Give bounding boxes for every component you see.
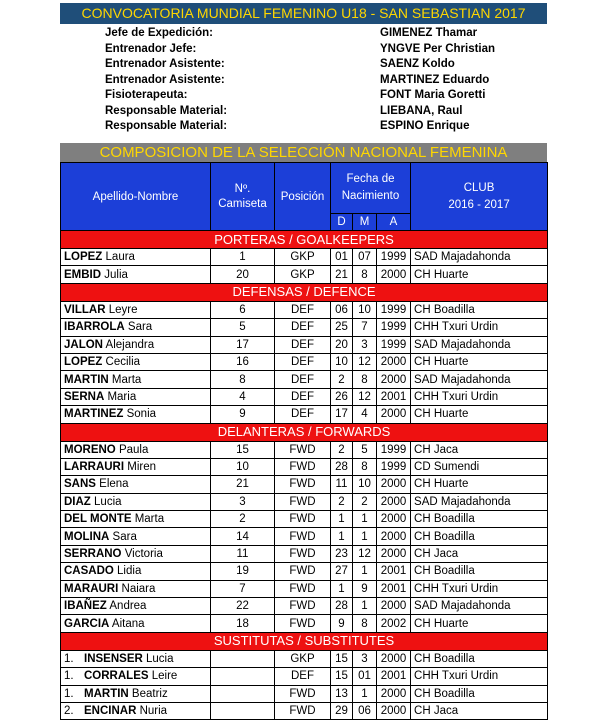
player-surname: LARRAURI [64, 461, 125, 474]
player-surname: INSENSER [84, 653, 143, 665]
player-club: CH Huarte [411, 353, 548, 370]
player-first-name: Julia [101, 268, 128, 281]
birth-month: 06 [353, 702, 377, 719]
birth-month: 7 [353, 319, 377, 336]
player-surname: CORRALES [84, 670, 149, 683]
player-first-name: Lidia [113, 565, 142, 578]
birth-day: 10 [331, 353, 353, 370]
player-surname: CASADO [64, 565, 114, 578]
birth-year: 1999 [377, 319, 411, 336]
birth-month: 10 [353, 301, 377, 318]
player-club: SAD Majadahonda [411, 371, 548, 388]
player-shirt: 16 [211, 353, 275, 370]
birth-day: 1 [331, 580, 353, 597]
player-name [61, 545, 211, 562]
player-position: FWD [275, 511, 331, 528]
player-row [61, 371, 548, 388]
player-club: SAD Majadahonda [411, 249, 548, 266]
player-first-name: Lucia [142, 653, 174, 665]
birth-year: 2000 [377, 511, 411, 528]
player-surname: DIAZ [64, 495, 91, 508]
player-name [61, 249, 211, 266]
player-shirt [211, 702, 275, 719]
player-shirt [211, 685, 275, 702]
staff-row [105, 73, 545, 89]
player-club: CH Huarte [411, 266, 548, 283]
birth-day: 2 [331, 493, 353, 510]
staff-row [105, 88, 545, 104]
player-first-name: Beatriz [128, 687, 168, 700]
player-shirt: 2 [211, 511, 275, 528]
birth-year: 1999 [377, 441, 411, 458]
player-club: CD Sumendi [411, 458, 548, 475]
player-row [61, 598, 548, 615]
birth-day: 28 [331, 598, 353, 615]
player-shirt: 17 [211, 336, 275, 353]
player-name [61, 458, 211, 475]
category-row [61, 283, 548, 301]
player-position: DEF [275, 668, 331, 685]
staff-row [105, 104, 545, 120]
birth-day: 20 [331, 336, 353, 353]
birth-month: 8 [353, 615, 377, 632]
player-shirt: 22 [211, 598, 275, 615]
player-club: CHH Txuri Urdin [411, 668, 548, 685]
player-row [61, 668, 548, 685]
birth-month: 3 [353, 336, 377, 353]
player-surname: IBAÑEZ [64, 600, 107, 613]
player-position: GKP [275, 650, 331, 667]
player-club: CH Boadilla [411, 685, 548, 702]
player-row [61, 441, 548, 458]
category-label: DELANTERAS / FORWARDS [61, 423, 548, 441]
player-club: CH Boadilla [411, 528, 548, 545]
birth-year: 1999 [377, 336, 411, 353]
player-club: CH Boadilla [411, 511, 548, 528]
birth-month: 8 [353, 458, 377, 475]
player-surname: IBARROLA [64, 321, 125, 334]
header-shirt: Nº. Camiseta [211, 163, 275, 231]
staff-role: Responsable Material: [105, 104, 228, 117]
player-row [61, 702, 548, 719]
birth-year: 2000 [377, 685, 411, 702]
player-row [61, 528, 548, 545]
category-row [61, 231, 548, 249]
player-club: SAD Majadahonda [411, 598, 548, 615]
player-name [61, 685, 211, 702]
staff-role: Entrenador Asistente: [105, 73, 225, 86]
player-position: DEF [275, 353, 331, 370]
player-surname: MARTINEZ [64, 408, 124, 421]
staff-row [105, 26, 545, 42]
birth-year: 2000 [377, 545, 411, 562]
player-shirt [211, 668, 275, 685]
birth-day: 13 [331, 685, 353, 702]
birth-month: 1 [353, 511, 377, 528]
player-surname: SERNA [64, 390, 105, 403]
player-row [61, 319, 548, 336]
player-row [61, 563, 548, 580]
birth-year: 1999 [377, 301, 411, 318]
player-surname: LOPEZ [64, 251, 103, 264]
player-name [61, 702, 211, 719]
birth-month: 12 [353, 545, 377, 562]
player-first-name: Sonia [123, 408, 157, 421]
birth-month: 8 [353, 371, 377, 388]
substitute-number: 2. [64, 705, 74, 718]
birth-day: 2 [331, 441, 353, 458]
player-position: DEF [275, 301, 331, 318]
staff-role: Fisioterapeuta: [105, 89, 188, 101]
player-first-name: Lucia [90, 495, 122, 508]
player-row [61, 266, 548, 283]
player-shirt: 3 [211, 493, 275, 510]
birth-month: 9 [353, 580, 377, 597]
birth-day: 2 [331, 371, 353, 388]
player-position: FWD [275, 458, 331, 475]
player-name [61, 598, 211, 615]
player-name [61, 511, 211, 528]
player-first-name: Leyre [105, 303, 138, 316]
birth-year: 2000 [377, 650, 411, 667]
player-shirt: 15 [211, 441, 275, 458]
player-name [61, 650, 211, 667]
player-surname: SANS [64, 478, 96, 491]
player-first-name: Naiara [118, 582, 156, 595]
player-row [61, 249, 548, 266]
substitute-number: 1. [64, 687, 74, 700]
staff-role: Jefe de Expedición: [105, 27, 214, 39]
player-shirt: 5 [211, 319, 275, 336]
player-first-name: Andrea [106, 600, 147, 613]
player-shirt: 11 [211, 545, 275, 562]
staff-role: Entrenador Asistente: [105, 58, 225, 70]
player-position: FWD [275, 493, 331, 510]
player-shirt: 14 [211, 528, 275, 545]
birth-day: 21 [331, 266, 353, 283]
player-club: CH Boadilla [411, 650, 548, 667]
birth-month: 01 [353, 668, 377, 685]
squad-body [61, 231, 548, 720]
staff-name: YNGVE Per Christian [380, 42, 496, 55]
player-club: CH Boadilla [411, 563, 548, 580]
player-first-name: Aitana [109, 617, 145, 630]
birth-day: 17 [331, 406, 353, 423]
player-club: CH Jaca [411, 441, 548, 458]
birth-day: 9 [331, 615, 353, 632]
birth-year: 2000 [377, 598, 411, 615]
player-row [61, 388, 548, 405]
player-surname: MARAURI [64, 582, 119, 595]
staff-name: FONT Maria Goretti [380, 89, 486, 101]
player-position: DEF [275, 406, 331, 423]
player-name [61, 668, 211, 685]
player-first-name: Alejandra [102, 338, 155, 351]
player-shirt: 20 [211, 266, 275, 283]
player-club: CH Jaca [411, 545, 548, 562]
player-row [61, 458, 548, 475]
birth-year: 1999 [377, 458, 411, 475]
player-position: DEF [275, 319, 331, 336]
player-position: GKP [275, 249, 331, 266]
header-position: Posición [275, 163, 331, 231]
category-label: PORTERAS / GOALKEEPERS [61, 231, 548, 249]
player-shirt: 18 [211, 615, 275, 632]
birth-year: 1999 [377, 249, 411, 266]
player-shirt: 7 [211, 580, 275, 597]
header-year: A [377, 214, 411, 231]
player-first-name: Nuria [136, 705, 168, 718]
birth-month: 1 [353, 598, 377, 615]
player-name [61, 319, 211, 336]
birth-month: 8 [353, 266, 377, 283]
staff-name: SAENZ Koldo [380, 58, 455, 70]
player-name [61, 441, 211, 458]
player-club: CHH Txuri Urdin [411, 319, 548, 336]
player-shirt [211, 650, 275, 667]
player-name [61, 353, 211, 370]
staff-name: ESPINO Enrique [380, 120, 470, 132]
birth-day: 26 [331, 388, 353, 405]
category-row [61, 632, 548, 650]
player-first-name: Elena [95, 478, 129, 491]
player-surname: MARTIN [64, 373, 109, 386]
player-name [61, 615, 211, 632]
player-position: FWD [275, 441, 331, 458]
player-name [61, 476, 211, 493]
birth-year: 2000 [377, 406, 411, 423]
birth-year: 2000 [377, 476, 411, 493]
player-shirt: 8 [211, 371, 275, 388]
staff-name: MARTINEZ Eduardo [380, 73, 490, 86]
birth-day: 29 [331, 702, 353, 719]
player-position: GKP [275, 266, 331, 283]
category-row [61, 423, 548, 441]
player-shirt: 21 [211, 476, 275, 493]
staff-row [105, 42, 545, 58]
player-row [61, 685, 548, 702]
birth-day: 27 [331, 563, 353, 580]
player-shirt: 9 [211, 406, 275, 423]
birth-month: 12 [353, 388, 377, 405]
player-position: FWD [275, 598, 331, 615]
player-position: FWD [275, 580, 331, 597]
birth-year: 2000 [377, 353, 411, 370]
birth-month: 2 [353, 493, 377, 510]
substitute-number: 1. [64, 670, 74, 683]
category-label: SUSTITUTAS / SUBSTITUTES [61, 632, 548, 650]
player-club: CHH Txuri Urdin [411, 388, 548, 405]
birth-month: 4 [353, 406, 377, 423]
player-row [61, 511, 548, 528]
birth-month: 1 [353, 528, 377, 545]
staff-role: Entrenador Jefe: [105, 42, 197, 55]
header-club-season: 2016 - 2017 [448, 198, 510, 211]
birth-day: 23 [331, 545, 353, 562]
player-position: FWD [275, 615, 331, 632]
birth-year: 2002 [377, 615, 411, 632]
player-shirt: 1 [211, 249, 275, 266]
player-club: SAD Majadahonda [411, 493, 548, 510]
player-name [61, 406, 211, 423]
player-surname: LOPEZ [64, 356, 103, 369]
staff-row [105, 57, 545, 73]
player-name [61, 563, 211, 580]
player-surname: MARTIN [84, 687, 129, 700]
header-name: Apellido-Nombre [61, 163, 211, 231]
player-name [61, 493, 211, 510]
player-row [61, 476, 548, 493]
player-first-name: Laura [102, 251, 135, 264]
player-surname: MORENO [64, 443, 116, 456]
birth-year: 2000 [377, 528, 411, 545]
player-surname: EMBID [64, 268, 102, 281]
player-first-name: Leire [148, 670, 178, 683]
player-first-name: Marta [131, 513, 165, 526]
birth-year: 2000 [377, 266, 411, 283]
player-shirt: 19 [211, 563, 275, 580]
player-row [61, 406, 548, 423]
birth-year: 2001 [377, 563, 411, 580]
player-club: CH Huarte [411, 615, 548, 632]
birth-year: 2000 [377, 702, 411, 719]
player-first-name: Paula [115, 443, 149, 456]
player-position: FWD [275, 545, 331, 562]
staff-role: Responsable Material: [105, 120, 228, 132]
player-surname: MOLINA [64, 530, 110, 543]
player-name [61, 266, 211, 283]
player-name [61, 580, 211, 597]
category-label: DEFENSAS / DEFENCE [61, 283, 548, 301]
player-name [61, 371, 211, 388]
squad-table [60, 162, 548, 720]
birth-day: 1 [331, 511, 353, 528]
birth-year: 2000 [377, 371, 411, 388]
player-club: CH Jaca [411, 702, 548, 719]
player-first-name: Cecilia [102, 356, 141, 369]
player-name [61, 528, 211, 545]
birth-day: 1 [331, 528, 353, 545]
player-row [61, 336, 548, 353]
header-club [411, 163, 548, 231]
player-surname: JALON [64, 338, 103, 351]
player-position: FWD [275, 563, 331, 580]
player-position: FWD [275, 685, 331, 702]
player-row [61, 580, 548, 597]
player-row [61, 545, 548, 562]
player-first-name: Maria [104, 390, 137, 403]
document-title: CONVOCATORIA MUNDIAL FEMENINO U18 - SAN SEBASTIAN 2017 [60, 3, 547, 24]
player-surname: SERRANO [64, 548, 122, 561]
player-first-name: Miren [124, 461, 157, 474]
player-club: CHH Txuri Urdin [411, 580, 548, 597]
birth-year: 2001 [377, 388, 411, 405]
player-position: DEF [275, 371, 331, 388]
header-month: M [353, 214, 377, 231]
birth-month: 3 [353, 650, 377, 667]
birth-month: 10 [353, 476, 377, 493]
header-club-label: CLUB [463, 181, 495, 194]
birth-year: 2000 [377, 493, 411, 510]
player-position: FWD [275, 528, 331, 545]
staff-name: LIEBANA, Raul [380, 104, 463, 117]
player-row [61, 493, 548, 510]
player-first-name: Marta [108, 373, 142, 386]
player-row [61, 615, 548, 632]
header-birth: Fecha de Nacimiento [331, 163, 411, 214]
player-shirt: 4 [211, 388, 275, 405]
player-club: CH Huarte [411, 476, 548, 493]
staff-row [105, 119, 545, 135]
birth-day: 15 [331, 668, 353, 685]
birth-year: 2001 [377, 580, 411, 597]
birth-month: 07 [353, 249, 377, 266]
player-row [61, 353, 548, 370]
player-position: DEF [275, 388, 331, 405]
birth-day: 11 [331, 476, 353, 493]
player-club: CH Huarte [411, 406, 548, 423]
birth-month: 5 [353, 441, 377, 458]
staff-name: GIMENEZ Thamar [380, 27, 478, 39]
player-shirt: 10 [211, 458, 275, 475]
player-surname: DEL MONTE [64, 513, 132, 526]
player-surname: ENCINAR [84, 705, 137, 718]
player-position: DEF [275, 336, 331, 353]
player-row [61, 301, 548, 318]
player-club: SAD Majadahonda [411, 336, 548, 353]
player-first-name: Sara [109, 530, 137, 543]
birth-day: 06 [331, 301, 353, 318]
player-position: FWD [275, 476, 331, 493]
player-first-name: Sara [124, 321, 153, 334]
birth-year: 2001 [377, 668, 411, 685]
player-first-name: Victoria [121, 548, 163, 561]
birth-day: 15 [331, 650, 353, 667]
player-surname: GARCIA [64, 617, 110, 630]
substitute-number: 1. [64, 653, 74, 665]
player-name [61, 388, 211, 405]
birth-day: 25 [331, 319, 353, 336]
birth-month: 12 [353, 353, 377, 370]
section-title: COMPOSICION DE LA SELECCIÓN NACIONAL FEMENINA [60, 143, 547, 162]
birth-day: 01 [331, 249, 353, 266]
birth-month: 1 [353, 685, 377, 702]
player-row [61, 650, 548, 667]
birth-day: 28 [331, 458, 353, 475]
player-surname: VILLAR [64, 303, 106, 316]
player-name [61, 336, 211, 353]
player-name [61, 301, 211, 318]
player-position: FWD [275, 702, 331, 719]
player-club: CH Boadilla [411, 301, 548, 318]
player-shirt: 6 [211, 301, 275, 318]
staff-list [105, 26, 545, 135]
birth-month: 1 [353, 563, 377, 580]
header-day: D [331, 214, 353, 231]
